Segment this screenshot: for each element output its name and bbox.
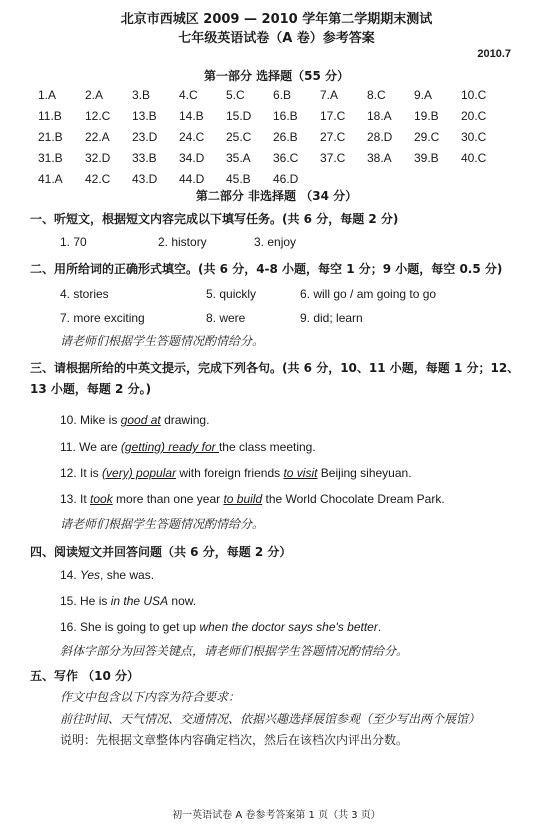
- writing-requirement-content: 前往时间、天气情况、交通情况、依据兴趣选择展馆参观（至少写出两个展馆）: [60, 712, 481, 726]
- answer-15: 15. He is in the USA now.: [60, 594, 197, 608]
- mc-answer: 21.B: [38, 130, 63, 144]
- answer-11-blank: (getting) ready for: [120, 440, 219, 454]
- mc-answer: 6.B: [273, 88, 292, 102]
- section3-heading: 三、请根据所给的中英文提示，完成下列各句。(共 6 分，10、11 小题，每题 1 分；12、13 小题，每题 2 分。): [30, 361, 520, 396]
- mc-answer: 35.A: [226, 151, 251, 165]
- mc-answer: 24.C: [179, 130, 205, 144]
- mc-answer: 16.B: [273, 109, 298, 123]
- answer-12-blank2: to visit: [283, 466, 318, 480]
- mc-answer: 28.D: [367, 130, 393, 144]
- section4-grading-note: 斜体字部分为回答关键点，请老师们根据学生答题情况酌情给分。: [60, 644, 409, 658]
- mc-answer: 1.A: [38, 88, 57, 102]
- mc-answer: 41.A: [38, 172, 63, 186]
- mc-answer: 40.C: [461, 151, 487, 165]
- mc-answer: 27.C: [320, 130, 346, 144]
- document-title: 北京市西城区 2009 — 2010 学年第二学期期末测试: [120, 12, 433, 27]
- mc-answer: 15.D: [226, 109, 252, 123]
- mc-answer: 19.B: [414, 109, 439, 123]
- answer-6: 6. will go / am going to go: [300, 287, 437, 301]
- document-subtitle: 七年级英语试卷（A 卷）参考答案: [178, 31, 375, 46]
- mc-answer: 8.C: [367, 88, 386, 102]
- mc-answer: 32.D: [85, 151, 111, 165]
- mc-answer: 17.C: [320, 109, 346, 123]
- mc-answer: 18.A: [367, 109, 392, 123]
- mc-answer: 38.A: [367, 151, 392, 165]
- writing-requirement-intro: 作文中包含以下内容为符合要求：: [60, 690, 241, 704]
- mc-answer: 10.C: [461, 88, 487, 102]
- mc-answer: 44.D: [179, 172, 205, 186]
- mc-answer: 7.A: [320, 88, 339, 102]
- part1-title: 第一部分 选择题（55 分）: [203, 69, 350, 83]
- mc-answer: 3.B: [132, 88, 151, 102]
- mc-answer: 46.D: [273, 172, 299, 186]
- mc-answer: 45.B: [226, 172, 251, 186]
- mc-answer: 22.A: [85, 130, 110, 144]
- mc-answer: 31.B: [38, 151, 63, 165]
- mc-answer: 11.B: [38, 109, 62, 123]
- mc-answer: 36.C: [273, 151, 299, 165]
- mc-answer: 2.A: [85, 88, 104, 102]
- mc-answer: 33.B: [132, 151, 157, 165]
- mc-answer: 23.D: [132, 130, 158, 144]
- answer-row: [38, 130, 538, 151]
- answer-3: 3. enjoy: [254, 235, 297, 249]
- section5-heading: 五、写作 （10 分）: [30, 669, 140, 683]
- mc-answer: 39.B: [414, 151, 439, 165]
- answer-2: 2. history: [158, 235, 207, 249]
- mc-answer: 13.B: [132, 109, 157, 123]
- mc-answer: 12.C: [85, 109, 111, 123]
- answer-16: 16. She is going to get up when the doctor says she's better.: [60, 620, 382, 634]
- answer-14: 14. Yes, she was.: [60, 568, 155, 582]
- section2-heading: 二、用所给词的正确形式填空。(共 6 分，4-8 小题，每空 1 分；9 小题，每空 0.5 分): [30, 262, 503, 276]
- part2-title: 第二部分 非选择题 （34 分）: [195, 189, 358, 203]
- section1-heading: 一、听短文，根据短文内容完成以下填写任务。(共 6 分，每题 2 分): [30, 212, 399, 226]
- document-date: 2010.7: [477, 48, 511, 60]
- answer-9: 9. did; learn: [300, 311, 363, 325]
- mc-answer: 5.C: [226, 88, 245, 102]
- answer-13-blank1: took: [90, 492, 113, 506]
- mc-answer: 42.C: [85, 172, 111, 186]
- mc-answer: 25.C: [226, 130, 252, 144]
- section2-grading-note: 请老师们根据学生答题情况酌情给分。: [60, 334, 265, 348]
- answer-7: 7. more exciting: [60, 311, 145, 325]
- answer-11: 11. We are (getting) ready for the class meeting.: [60, 440, 316, 454]
- mc-answer: 9.A: [414, 88, 433, 102]
- page-footer: 初一英语试卷 A 卷参考答案第 1 页（共 3 页）: [172, 810, 381, 821]
- answer-row: [38, 88, 538, 109]
- answer-13-blank2: to build: [223, 492, 263, 506]
- multiple-choice-answer-grid: [38, 88, 538, 193]
- answer-10: 10. Mike is good at drawing.: [60, 413, 210, 427]
- mc-answer: 20.C: [461, 109, 487, 123]
- answer-4: 4. stories: [60, 287, 109, 301]
- mc-answer: 30.C: [461, 130, 487, 144]
- answer-8: 8. were: [206, 311, 246, 325]
- section3-grading-note: 请老师们根据学生答题情况酌情给分。: [60, 517, 265, 531]
- answer-13: 13. It took more than one year to build the World Chocolate Dream Park.: [60, 492, 445, 506]
- answer-row: [38, 151, 538, 172]
- answer-row: [38, 109, 538, 130]
- section4-heading: 四、阅读短文并回答问题（共 6 分，每题 2 分）: [30, 545, 292, 559]
- answer-12-blank1: (very) popular: [102, 466, 177, 480]
- mc-answer: 4.C: [179, 88, 198, 102]
- answer-10-blank: good at: [120, 413, 161, 427]
- mc-answer: 34.D: [179, 151, 205, 165]
- mc-answer: 43.D: [132, 172, 158, 186]
- answer-1: 1. 70: [60, 235, 87, 249]
- answer-5: 5. quickly: [206, 287, 257, 301]
- mc-answer: 26.B: [273, 130, 298, 144]
- answer-12: 12. It is (very) popular with foreign friends to visit Beijing siheyuan.: [60, 466, 412, 480]
- mc-answer: 29.C: [414, 130, 440, 144]
- writing-grading-note: 说明：先根据文章整体内容确定档次，然后在该档次内评出分数。: [60, 733, 409, 747]
- mc-answer: 37.C: [320, 151, 346, 165]
- mc-answer: 14.B: [179, 109, 204, 123]
